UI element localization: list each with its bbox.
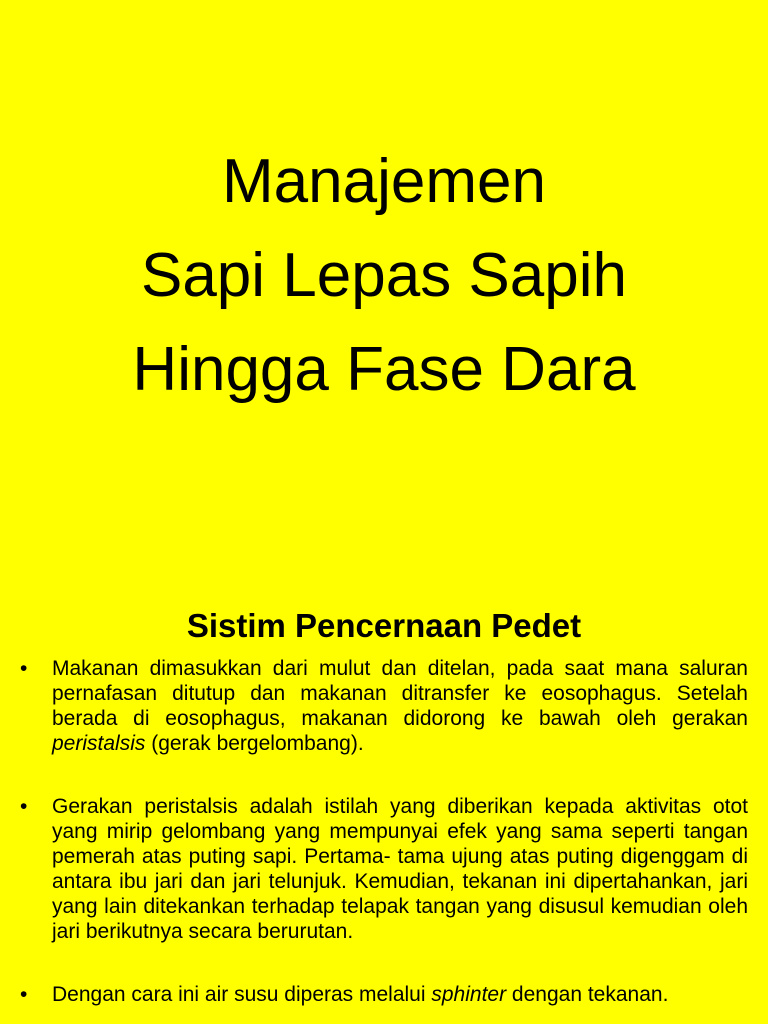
bullet-text-segment: (gerak bergelombang).: [145, 732, 364, 755]
bullet-text-segment: Dengan cara ini air susu diperas melalui: [52, 983, 432, 1006]
bullet-text: [52, 982, 748, 1007]
bullet-text-segment: Makanan dimasukkan dari mulut dan ditelan, pada saat mana saluran pernafasan ditutup dan makanan ditransfer ke eosophagus. Setelah berada di eosophagus, makanan didorong ke bawah oleh gerakan: [52, 657, 748, 730]
bullet-italic-term: peristalsis: [52, 732, 146, 755]
bullet-italic-term: sphinter: [431, 983, 507, 1006]
bullet-text: [52, 794, 748, 944]
bullet-item-3: [20, 982, 748, 1007]
bullet-list: [20, 656, 748, 1024]
slide-title-line-3: Hingga Fase Dara: [132, 335, 636, 404]
bullet-text-segment: dengan tekanan.: [506, 983, 669, 1006]
bullet-text: [52, 656, 748, 756]
slide-title: [0, 135, 768, 417]
slide-title-line-1: Manajemen: [222, 147, 546, 216]
bullet-item-2: [20, 794, 748, 944]
section-heading: Sistim Pencernaan Pedet: [186, 607, 582, 644]
bullet-point-icon: •: [20, 657, 28, 680]
bullet-text-segment: Gerakan peristalsis adalah istilah yang diberikan kepada aktivitas otot yang mirip gelombang yang mempunyai efek yang sama seperti tangan pemerah atas puting sapi. Pertama- tama ujung atas puting digenggam di antara ibu jari dan jari telunjuk. Kemudian, tekanan ini dipertahankan, jari yang lain ditekankan terhadap telapak tangan yang disusul kemudian oleh jari berikutnya secara berurutan.: [52, 795, 748, 943]
bullet-point-icon: •: [20, 795, 28, 818]
slide-title-line-2: Sapi Lepas Sapih: [140, 241, 628, 310]
bullet-item-1: [20, 656, 748, 756]
bullet-point-icon: •: [20, 983, 28, 1006]
